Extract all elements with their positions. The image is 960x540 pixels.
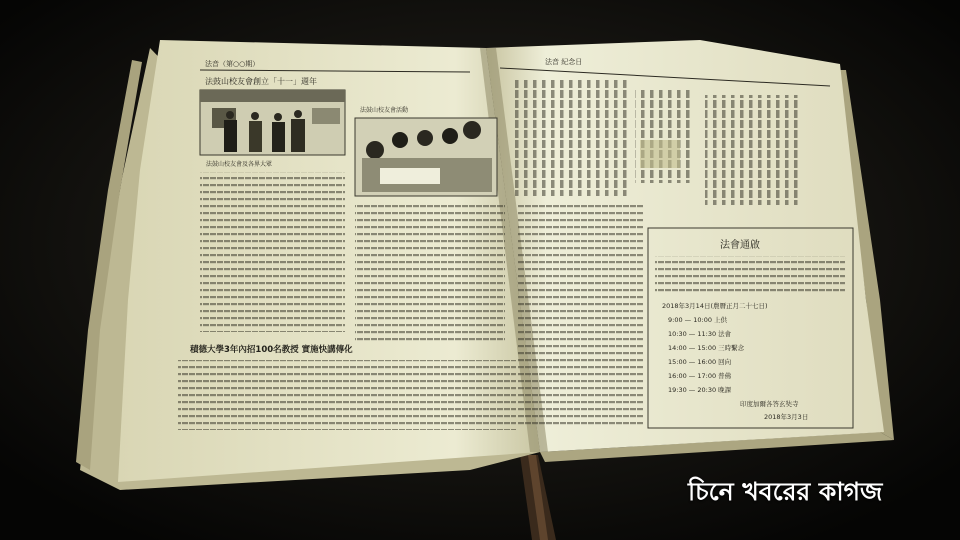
bengali-caption: চিনে খবরের কাগজ	[688, 477, 883, 506]
left-headline-mid: 積德大學3年內招100名教授 實施快講傳化	[190, 345, 353, 355]
event-photo-right	[355, 118, 497, 196]
notice-line-4: 15:00 — 16:00 回向	[668, 358, 732, 366]
notice-date: 2018年3月3日	[764, 413, 809, 421]
notice-line-1: 9:00 — 10:00 上供	[668, 316, 728, 324]
notice-line-5: 16:00 — 17:00 普佛	[668, 372, 732, 380]
photo-caption-left: 法鼓山校友會及各界大眾	[206, 161, 273, 168]
notice-line-3: 14:00 — 15:00 三時繫念	[668, 344, 745, 352]
photo-headline-right: 法鼓山校友會活動	[360, 107, 409, 114]
notice-line-0: 2018年3月14日(農曆正月二十七日)	[662, 302, 768, 310]
right-page-header: 法音 紀念日	[545, 58, 583, 66]
notice-line-6: 19:30 — 20:30 晚課	[668, 386, 732, 394]
notice-title: 法會通啟	[720, 240, 760, 251]
notice-footer: 印度加爾各答玄奘寺	[740, 400, 799, 408]
event-photo-left	[200, 90, 345, 155]
left-headline-top: 法鼓山校友會創立「十一」週年	[205, 77, 317, 86]
left-page-header: 法音（第○○期）	[205, 60, 260, 68]
notice-line-2: 10:30 — 11:30 法會	[668, 330, 732, 338]
